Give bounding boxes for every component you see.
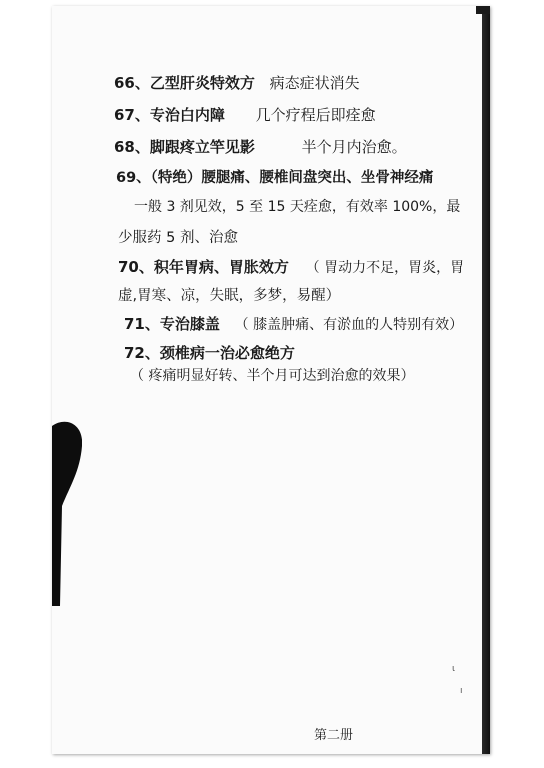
item-69-line3: 少服药 5 剂、治愈 [118,230,238,246]
item-72-heading: 72、颈椎病一治必愈绝方 [124,344,295,362]
binder-clip-shadow [52,416,82,606]
page-edge-shadow [482,6,490,754]
item-70-heading: 70、积年胃病、胃胀效方 [118,258,289,276]
item-68-heading: 68、脚跟疼立竿见影 [114,138,255,156]
page-corner-shadow [476,6,490,14]
scanned-page [52,6,490,754]
item-69-line2: 一般 3 剂见效，5 至 15 天痊愈，有效率 100%，最 [134,199,461,215]
item-71-detail: （ 膝盖肿痛、有淤血的人特别有效） [234,317,464,333]
item-67 [114,104,376,125]
item-68-detail: 半个月内治愈。 [301,138,407,156]
item-71 [124,313,463,334]
margin-mark-1: ɩ [452,664,456,674]
item-66-detail: 病态症状消失 [269,74,360,92]
item-72-line2: （ 疼痛明显好转、半个月可达到治愈的效果） [130,368,415,384]
page-footer-volume: 第二册 [314,728,354,743]
item-71-heading: 71、专治膝盖 [124,315,220,333]
item-70 [118,256,464,277]
item-70-line2: 虚,胃寒、凉，失眠，多梦，易醒） [118,288,341,304]
item-67-detail: 几个疗程后即痊愈 [255,106,376,124]
item-66-heading: 66、乙型肝炎特效方 [114,74,255,92]
item-68 [114,136,407,157]
item-70-detail: （ 胃动力不足，胃炎，胃 [305,260,465,276]
margin-mark-2: ı [460,686,463,696]
item-67-heading: 67、专治白内障 [114,106,225,124]
item-66 [114,72,360,93]
item-69-heading: 69、（特绝）腰腿痛、腰椎间盘突出、坐骨神经痛 [116,170,434,186]
